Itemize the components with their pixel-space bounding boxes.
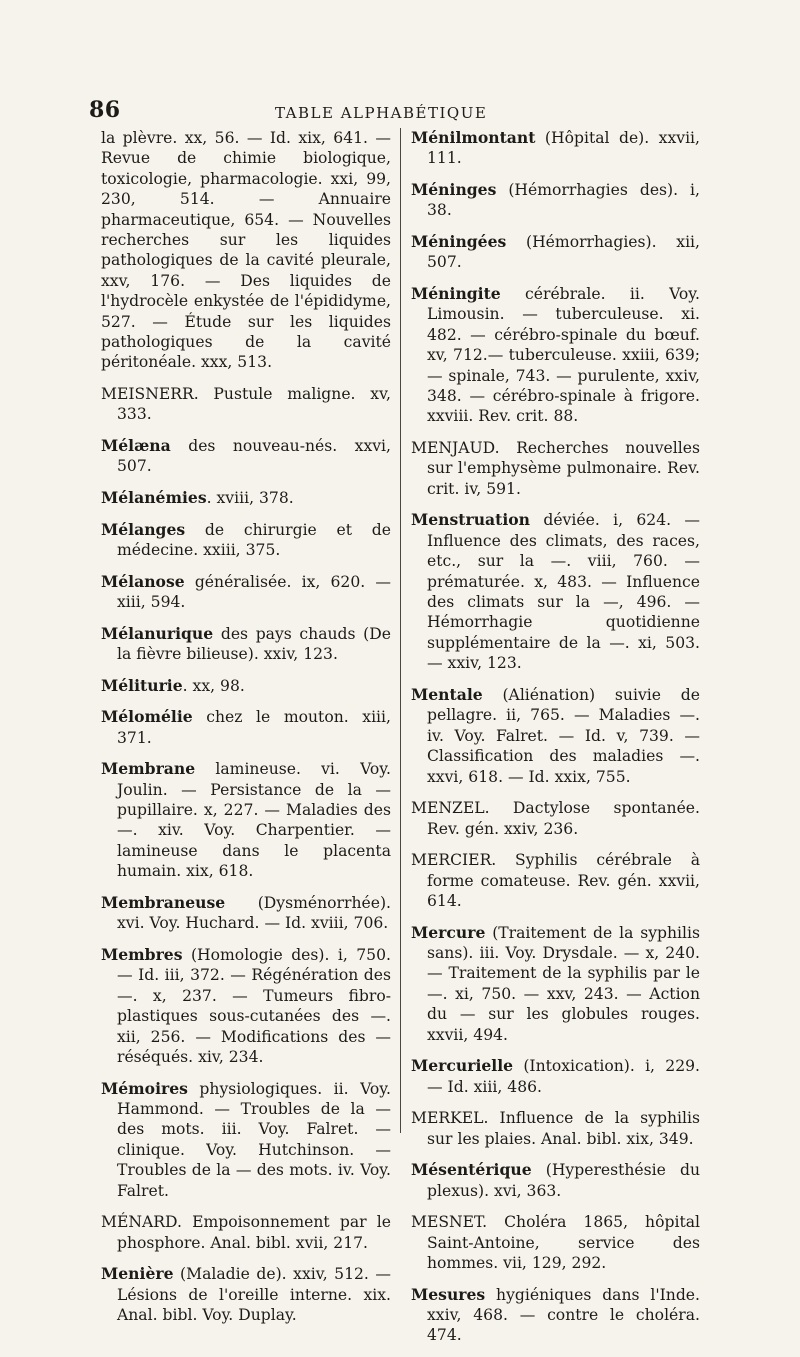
right-column bbox=[411, 128, 700, 1357]
page-number: 86 bbox=[89, 97, 121, 123]
index-entry bbox=[101, 1079, 391, 1201]
entry-headword: Menstruation bbox=[411, 510, 531, 530]
entry-text: (Aliénation) suivie de pellagre. ii, 765. — Maladies —. iv. Voy. Falret. — Id. v, 739. — Classification des maladies —. xxvi, 618. — Id. xxix, 755. bbox=[427, 685, 700, 786]
entry-text: (Hyperesthésie du plexus). xvi, 363. bbox=[427, 1161, 700, 1200]
index-entry bbox=[101, 707, 391, 748]
entry-text: lamineuse. vi. Voy. Joulin. — Persistance de la — pupillaire. x, 227. — Maladies des —. xiv. Voy. Charpentier. — lamineuse dans le placenta humain. xix, 618. bbox=[117, 760, 391, 881]
entry-text: la plèvre. xx, 56. — Id. xix, 641. — Revue de chimie biologique, toxicologie, pharmacologie. xxi, 99, 230, 514. — Annuaire pharmaceutique, 654. — Nouvelles recherches sur les liquides pathologiques de la cavité pleurale, xxv, 176. — Des liquides de l'hydrocèle enkystée de l'épididyme, 527. — Étude sur les liquides pathologiques de la cavité péritonéale. xxx, 513. bbox=[101, 129, 391, 372]
index-entry bbox=[411, 510, 700, 673]
index-entry bbox=[101, 128, 391, 373]
entry-headword: Mélanose bbox=[101, 571, 185, 591]
entry-text: MENJAUD. Recherches nouvelles sur l'emphysème pulmonaire. Rev. crit. iv, 591. bbox=[411, 439, 700, 498]
entry-text: (Intoxication). i, 229. — Id. xiii, 486. bbox=[427, 1057, 700, 1096]
index-entry bbox=[411, 284, 700, 427]
entry-text: MÉNARD. Empoisonnement par le phosphore. Anal. bibl. xvii, 217. bbox=[101, 1213, 391, 1252]
entry-text: (Hémorrhagies). xii, 507. bbox=[427, 233, 700, 272]
entry-text: (Dysménorrhée). xvi. Voy. Huchard. — Id. xviii, 706. bbox=[117, 893, 391, 933]
entry-text: (Hôpital de). xxvii, 111. bbox=[427, 129, 700, 168]
column-rule bbox=[400, 128, 401, 1133]
entry-text: . xviii, 378. bbox=[206, 489, 294, 508]
entry-text: déviée. i, 624. — Influence des climats, des races, etc., sur la —. viii, 760. — prématurée. x, 483. — Influence des climats sur la —, 496. — Hémorrhagie quotidienne supplémentaire de la —. xi, 503. — xxiv, 123. bbox=[427, 511, 700, 673]
entry-headword: Mesures bbox=[411, 1284, 486, 1304]
entry-headword: Mélanémies bbox=[101, 488, 207, 508]
index-entry bbox=[411, 438, 700, 499]
entry-text: généralisée. ix, 620. — xiii, 594. bbox=[117, 572, 391, 612]
index-entry bbox=[411, 1056, 700, 1097]
entry-headword: Menière bbox=[101, 1264, 174, 1284]
index-entry bbox=[411, 128, 700, 169]
entry-text: (Hémorrhagies des). i, 38. bbox=[427, 181, 700, 220]
entry-headword: Mélomélie bbox=[101, 707, 193, 727]
entry-headword: Membres bbox=[101, 944, 183, 964]
entry-headword: Mésentérique bbox=[411, 1160, 532, 1180]
index-entry bbox=[411, 798, 700, 839]
entry-headword: Mercurielle bbox=[411, 1056, 514, 1076]
entry-headword: Mercure bbox=[411, 922, 486, 942]
entry-text: des nouveau-nés. xxvi, 507. bbox=[117, 437, 391, 476]
entry-headword: Méningées bbox=[411, 232, 507, 251]
entry-headword: Ménilmontant bbox=[411, 128, 536, 147]
index-entry bbox=[411, 923, 700, 1045]
index-entry bbox=[101, 1264, 391, 1325]
index-entry bbox=[411, 232, 700, 273]
running-head: TABLE ALPHABÉTIQUE bbox=[275, 104, 488, 122]
index-entry bbox=[101, 488, 391, 508]
index-entry bbox=[411, 1212, 700, 1273]
index-entry bbox=[101, 945, 391, 1067]
index-entry bbox=[101, 759, 391, 881]
index-entry bbox=[411, 685, 700, 787]
index-entry bbox=[101, 572, 391, 613]
entry-headword: Mentale bbox=[411, 684, 483, 704]
index-entry bbox=[411, 1108, 700, 1149]
entry-headword: Mélanges bbox=[101, 519, 186, 539]
entry-text: MENZEL. Dactylose spontanée. Rev. gén. xxiv, 236. bbox=[411, 799, 700, 838]
entry-text: MERKEL. Influence de la syphilis sur les plaies. Anal. bibl. xix, 349. bbox=[411, 1109, 700, 1148]
entry-text: MERCIER. Syphilis cérébrale à forme comateuse. Rev. gén. xxvii, 614. bbox=[411, 851, 700, 910]
entry-text: . xx, 98. bbox=[182, 676, 245, 695]
entry-headword: Mélanurique bbox=[101, 623, 214, 643]
index-entry bbox=[101, 1212, 391, 1253]
index-entry bbox=[101, 893, 391, 934]
entry-text: cérébrale. ii. Voy. Limousin. — tuberculeuse. xi. 482. — cérébro-spinale du bœuf. xv, 712.— tuberculeuse. xxiii, 639; — spinale, 743. — purulente, xxiv, 348. — cérébro-spinale à frigore. xxviii. Rev. crit. 88. bbox=[427, 285, 700, 426]
index-entry bbox=[411, 1160, 700, 1201]
entry-text: MESNET. Choléra 1865, hôpital Saint-Antoine, service des hommes. vii, 129, 292. bbox=[411, 1213, 700, 1272]
entry-text: des pays chauds (De la fièvre bilieuse). xxiv, 123. bbox=[117, 624, 391, 664]
entry-headword: Méningite bbox=[411, 284, 501, 303]
index-entry bbox=[101, 676, 391, 696]
index-entry bbox=[411, 1285, 700, 1346]
entry-text: de chirurgie et de médecine. xxiii, 375. bbox=[117, 520, 391, 560]
left-column bbox=[101, 128, 391, 1337]
index-entry bbox=[411, 850, 700, 911]
entry-text: (Maladie de). xxiv, 512. — Lésions de l'oreille interne. xix. Anal. bibl. Voy. Duplay. bbox=[117, 1265, 391, 1324]
entry-text: chez le mouton. xiii, 371. bbox=[117, 708, 391, 747]
entry-headword: Méliturie bbox=[101, 675, 183, 695]
entry-text: MEISNERR. Pustule maligne. xv, 333. bbox=[101, 385, 391, 424]
entry-text: (Homologie des). i, 750. — Id. iii, 372. — Régénération des —. x, 237. — Tumeurs fibro-plastiques sous-cutanées des —. xii, 256. — Modifications des — réséqués. xiv, 234. bbox=[117, 945, 391, 1066]
entry-headword: Membrane bbox=[101, 759, 196, 779]
entry-headword: Méninges bbox=[411, 180, 497, 199]
index-entry bbox=[101, 384, 391, 425]
index-entry bbox=[101, 520, 391, 561]
entry-text: (Traitement de la syphilis sans). iii. Voy. Drysdale. — x, 240. — Traitement de la syphilis par le —. xi, 750. — xxv, 243. — Action du — sur les globules rouges. xxvii, 494. bbox=[427, 923, 700, 1044]
index-entry bbox=[101, 436, 391, 477]
entry-text: hygiéniques dans l'Inde. xxiv, 468. — contre le choléra. 474. bbox=[427, 1285, 700, 1345]
index-entry bbox=[411, 180, 700, 221]
entry-headword: Mémoires bbox=[101, 1078, 188, 1098]
entry-headword: Mélæna bbox=[101, 436, 171, 456]
entry-headword: Membraneuse bbox=[101, 892, 226, 912]
entry-text: physiologiques. ii. Voy. Hammond. — Troubles de la — des mots. iii. Voy. Falret. — clinique. Voy. Hutchinson. — Troubles de la — des mots. iv. Voy. Falret. bbox=[117, 1079, 391, 1200]
index-entry bbox=[101, 624, 391, 665]
